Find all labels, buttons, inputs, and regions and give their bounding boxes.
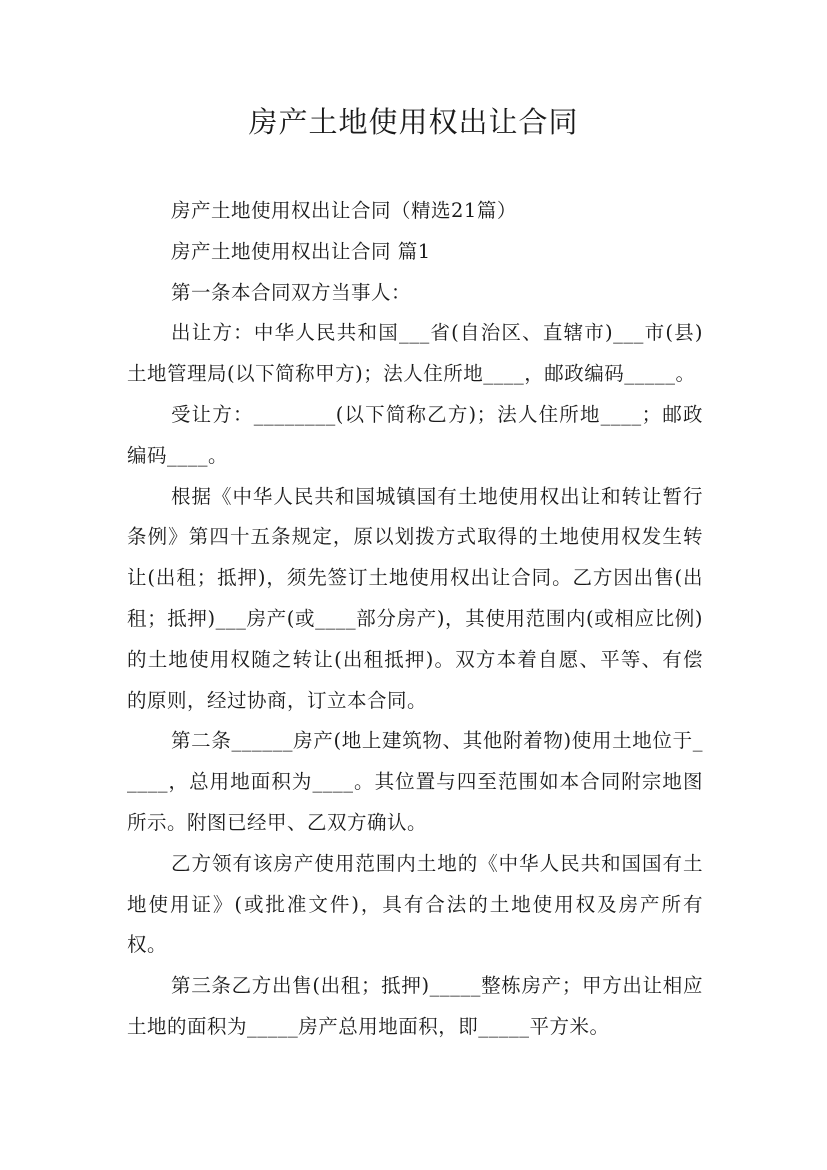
paragraph-article-1: 第一条本合同双方当事人：: [171, 280, 412, 304]
paragraph-transferor: 出让方：中华人民共和国___省(自治区、直辖市)___市(县)土地管理局(以下简称甲方)；法人住所地____，邮政编码_____。: [127, 321, 703, 386]
paragraph-section-heading: 房产土地使用权出让合同 篇1: [171, 239, 431, 263]
paragraph-transferee: 受让方：________(以下简称乙方)；法人住所地____；邮政编码____。: [127, 402, 703, 467]
document-title: 房产土地使用权出让合同: [248, 105, 579, 139]
paragraph-legal-basis: 根据《中华人民共和国城镇国有土地使用权出让和转让暂行条例》第四十五条规定，原以划拨方式取得的土地使用权发生转让(出租；抵押)，须先签订土地使用权出让合同。乙方因出售(出租；抵押)___房产(或____部分房产)，其使用范围内(或相应比例)的土地使用权随之转让(出租抵押)。双方本着自愿、平等、有偿的原则，经过协商，订立本合同。: [127, 484, 703, 712]
paragraph-article-2: 第二条______房产(地上建筑物、其他附着物)使用土地位于_____，总用地面积为____。其位置与四至范围如本合同附宗地图所示。附图已经甲、乙双方确认。: [127, 729, 703, 834]
paragraph-subtitle: 房产土地使用权出让合同（精选21篇）: [171, 199, 517, 222]
paragraph-land-certificate: 乙方领有该房产使用范围内土地的《中华人民共和国国有土地使用证》(或批准文件)，具有合法的土地使用权及房产所有权。: [127, 851, 703, 957]
paragraph-article-3: 第三条乙方出售(出租；抵押)_____整栋房产；甲方出让相应土地的面积为_____房产总用地面积，即_____平方米。: [127, 974, 703, 1038]
document-body: [127, 191, 703, 1048]
